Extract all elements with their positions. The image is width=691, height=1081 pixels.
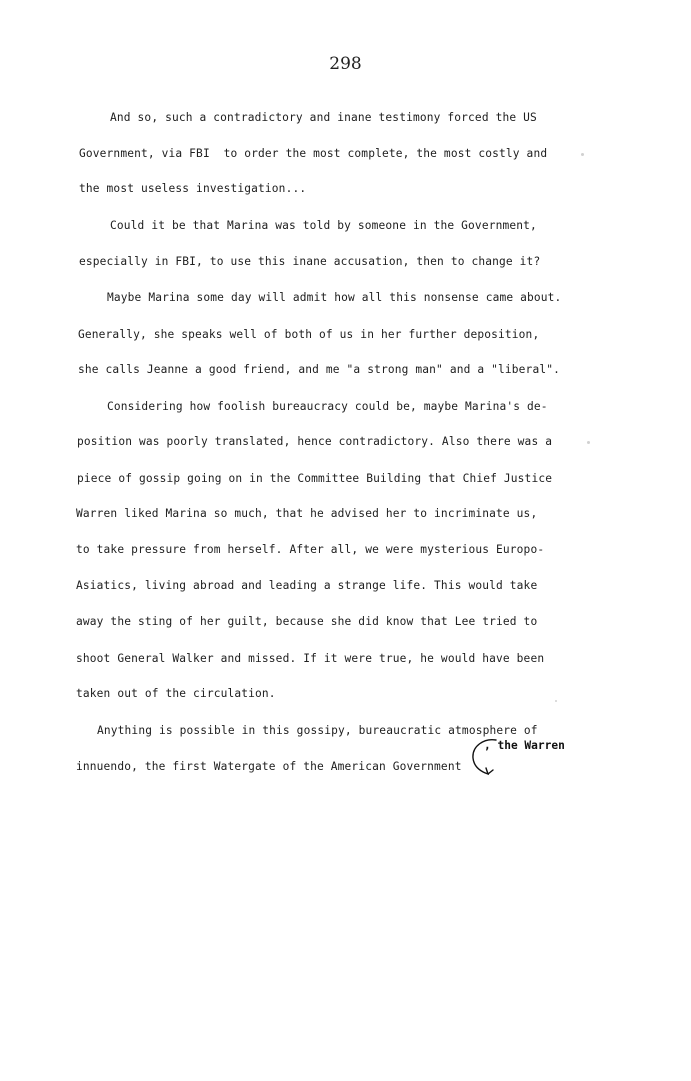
text-line: Asiatics, living abroad and leading a strange life. This would take — [76, 579, 538, 592]
scan-speck — [555, 700, 557, 702]
scan-speck — [587, 441, 590, 444]
text-line: position was poorly translated, hence contradictory. Also there was a — [77, 435, 553, 448]
text-line: Maybe Marina some day will admit how all this nonsense came about. — [107, 291, 562, 304]
text-line: taken out of the circulation. — [76, 687, 276, 700]
text-line: piece of gossip going on in the Committee Building that Chief Justice — [77, 472, 553, 485]
text-line: away the sting of her guilt, because she did know that Lee tried to — [76, 615, 538, 628]
text-line: she calls Jeanne a good friend, and me "a strong man" and a "liberal". — [78, 363, 560, 376]
text-line: especially in FBI, to use this inane accusation, then to change it? — [79, 255, 541, 268]
insertion-caret-icon — [466, 732, 502, 780]
page-number: 298 — [329, 54, 362, 74]
text-line: Warren liked Marina so much, that he advised her to incriminate us, — [76, 507, 538, 520]
text-line: Could it be that Marina was told by someone in the Government, — [110, 219, 537, 232]
text-line: to take pressure from herself. After all, we were mysterious Europo- — [76, 543, 545, 556]
text-line: Government, via FBI to order the most complete, the most costly and — [79, 147, 548, 160]
text-line: innuendo, the first Watergate of the American Government — [76, 760, 462, 773]
handwritten-insert: , the Warren — [484, 739, 565, 752]
text-line: Considering how foolish bureaucracy could be, maybe Marina's de- — [107, 400, 548, 413]
text-line: the most useless investigation... — [79, 182, 307, 195]
text-line: Generally, she speaks well of both of us in her further deposition, — [78, 328, 540, 341]
text-line: Anything is possible in this gossipy, bureaucratic atmosphere of — [97, 724, 538, 737]
scan-speck — [581, 153, 584, 156]
text-line: And so, such a contradictory and inane testimony forced the US — [110, 111, 537, 124]
text-line: shoot General Walker and missed. If it were true, he would have been — [76, 652, 545, 665]
